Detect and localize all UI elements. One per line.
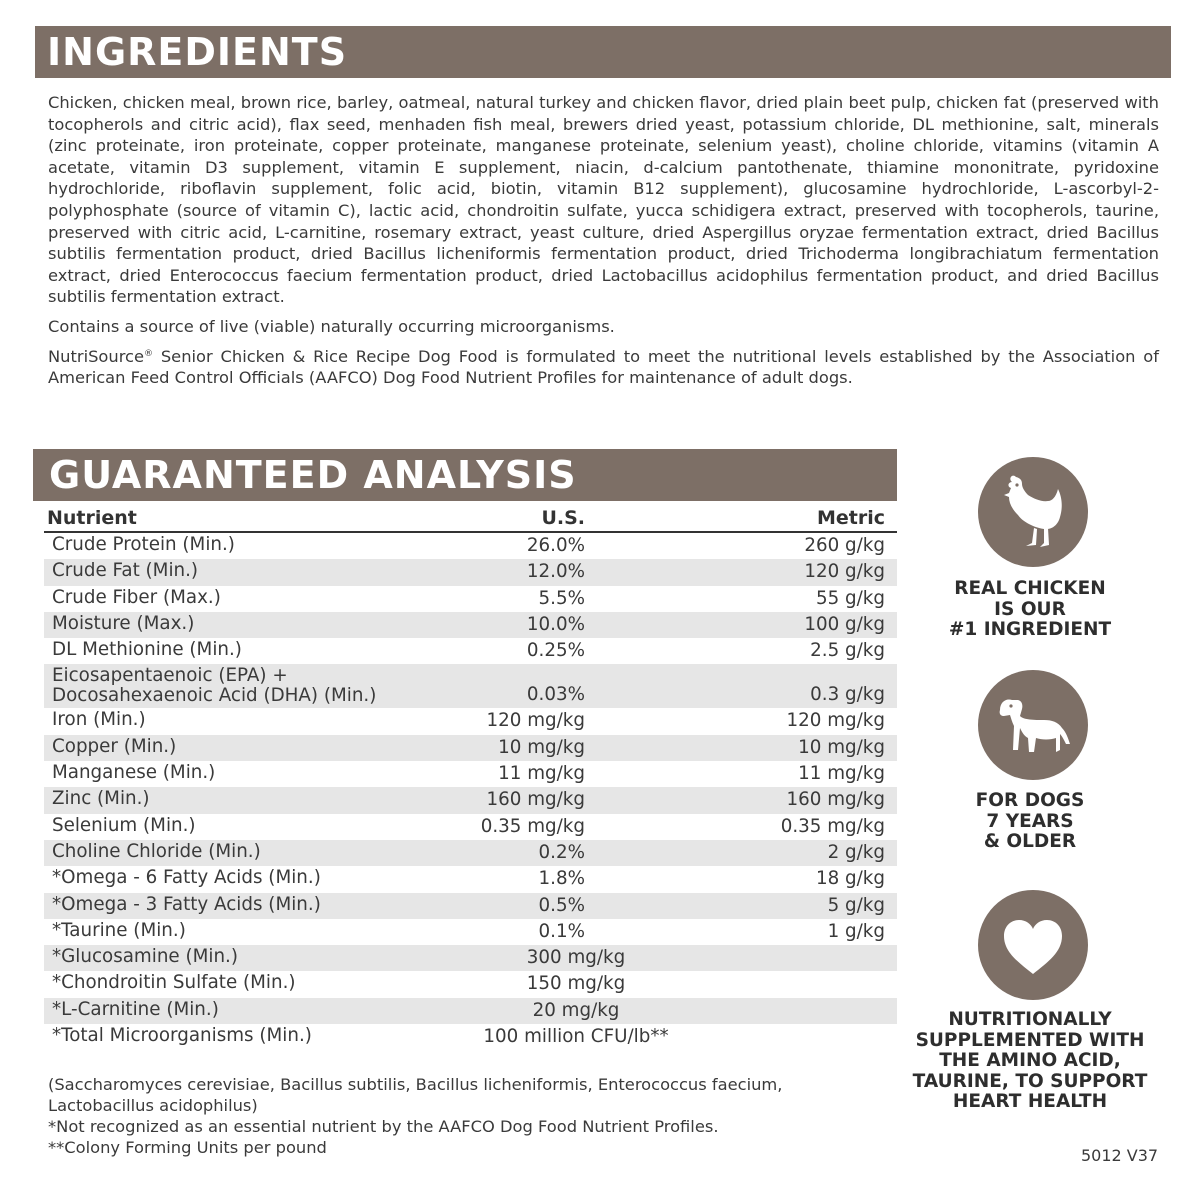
senior-claim-line-1: FOR DOGS — [975, 790, 1085, 811]
nutrient-name: *Omega - 3 Fatty Acids (Min.) — [52, 893, 321, 915]
product-code: 5012 V37 — [1081, 1146, 1159, 1165]
nutrient-name: Crude Fat (Min.) — [52, 560, 199, 582]
guaranteed-analysis-table — [44, 505, 897, 1050]
chicken-claim — [905, 579, 1155, 641]
us-value: 0.03% — [526, 684, 585, 706]
us-value: 0.2% — [538, 841, 585, 863]
table-row — [44, 735, 897, 761]
dog-icon — [978, 670, 1088, 780]
nutrient-name: Moisture (Max.) — [52, 612, 195, 634]
aafco-statement — [48, 346, 1159, 389]
us-value: 160 mg/kg — [486, 789, 585, 811]
us-value: 0.5% — [538, 894, 585, 916]
metric-value: 160 mg/kg — [786, 789, 885, 811]
table-row — [44, 586, 897, 612]
nutrient-name-line-2: Docosahexaenoic Acid (DHA) (Min.) — [52, 685, 377, 707]
metric-value: 0.35 mg/kg — [780, 815, 885, 837]
chicken-claim-line-1: REAL CHICKEN — [954, 578, 1106, 599]
chicken-claim-line-3: #1 INGREDIENT — [948, 619, 1112, 640]
metric-value: 55 g/kg — [815, 587, 885, 609]
taurine-claim-line-2: SUPPLEMENTED WITH — [915, 1029, 1145, 1051]
senior-claim-line-3: & OLDER — [983, 831, 1077, 852]
table-row — [44, 533, 897, 559]
heart-icon — [978, 890, 1088, 1000]
table-row — [44, 761, 897, 787]
nutrient-name — [52, 666, 376, 706]
header-us: U.S. — [541, 507, 585, 529]
nutrient-name: *Omega - 6 Fatty Acids (Min.) — [52, 867, 321, 889]
us-value: 12.0% — [526, 561, 585, 583]
table-row — [44, 814, 897, 840]
table-row — [44, 866, 897, 892]
nutrient-name: Choline Chloride (Min.) — [52, 840, 261, 862]
table-row — [44, 664, 897, 708]
ingredients-list: Chicken, chicken meal, brown rice, barley, oatmeal, natural turkey and chicken flavor, dried plain beet pulp, chicken fat (preserved with tocopherols and citric acid), flax seed, menhaden fish meal, brewers dried yeast, potassium chloride, DL methionine, salt, minerals (zinc proteinate, iron proteinate, copper proteinate, manganese proteinate, selenium yeast), choline chloride, vitamins (vitamin A acetate, vitamin D3 supplement, vitamin E supplement, niacin, d-calcium pantothenate, thiamine mononitrate, pyridoxine hydrochloride, riboflavin supplement, folic acid, biotin, vitamin B12 supplement), glucosamine hydrochloride, L-ascorbyl-2-polyphosphate (source of vitamin C), lactic acid, chondroitin sulfate, yucca schidigera extract, preserved with tocopherols, taurine, preserved with citric acid, L-carnitine, rosemary extract, yeast culture, dried Aspergillus oryzae fermentation extract, dried Bacillus subtilis fermentation product, dried Bacillus licheniformis fermentation product, dried Trichoderma longibrachiatum fermentation extract, dried Enterococcus faecium fermentation product, dried Lactobacillus acidophilus fermentation product, and dried Bacillus subtilis fermentation extract. — [48, 93, 1159, 307]
taurine-claim-line-1: NUTRITIONALLY — [948, 1009, 1112, 1030]
table-row — [44, 638, 897, 664]
us-value: 0.1% — [538, 920, 585, 942]
combined-value: 20 mg/kg — [532, 999, 620, 1021]
footnote-not-essential: *Not recognized as an essential nutrient by the AAFCO Dog Food Nutrient Profiles. — [48, 1117, 719, 1136]
heart-badge — [978, 890, 1088, 1000]
metric-value: 2 g/kg — [827, 841, 885, 863]
us-value: 10.0% — [526, 613, 585, 635]
nutrient-name: Copper (Min.) — [52, 735, 177, 757]
metric-value: 120 g/kg — [804, 561, 885, 583]
table-row — [44, 708, 897, 734]
microorganisms-statement: Contains a source of live (viable) naturally occurring microorganisms. — [48, 316, 615, 336]
footnotes — [48, 1074, 908, 1158]
us-value: 120 mg/kg — [486, 710, 585, 732]
nutrient-name: *Glucosamine (Min.) — [52, 946, 238, 968]
ingredients-section — [48, 92, 1159, 389]
nutrient-name: *Chondroitin Sulfate (Min.) — [52, 972, 296, 994]
chicken-badge — [978, 457, 1088, 567]
ingredients-heading: INGREDIENTS — [35, 26, 1171, 78]
table-row — [44, 945, 897, 971]
header-nutrient: Nutrient — [47, 507, 137, 529]
nutrient-name: Zinc (Min.) — [52, 788, 150, 810]
nutrient-name: Manganese (Min.) — [52, 762, 216, 784]
nutrient-name: Crude Fiber (Max.) — [52, 586, 221, 608]
nutrient-name-line-1: Eicosapentaenoic (EPA) + — [52, 665, 288, 687]
metric-value: 10 mg/kg — [798, 736, 885, 758]
us-value: 11 mg/kg — [498, 763, 585, 785]
nutrient-name: *Taurine (Min.) — [52, 919, 186, 941]
table-header — [44, 505, 897, 533]
table-row — [44, 998, 897, 1024]
table-row — [44, 612, 897, 638]
dog-badge — [978, 670, 1088, 780]
metric-value: 120 mg/kg — [786, 710, 885, 732]
metric-value: 1 g/kg — [827, 920, 885, 942]
table-row — [44, 559, 897, 585]
table-row — [44, 893, 897, 919]
metric-value: 11 mg/kg — [798, 763, 885, 785]
us-value: 10 mg/kg — [498, 736, 585, 758]
nutrient-name: DL Methionine (Min.) — [52, 639, 242, 661]
us-value: 0.25% — [526, 640, 585, 662]
nutrient-name: Crude Protein (Min.) — [52, 534, 235, 555]
senior-claim-line-2: 7 YEARS — [986, 810, 1074, 832]
taurine-claim-line-3: THE AMINO ACID, — [939, 1050, 1121, 1071]
taurine-claim — [905, 1010, 1155, 1113]
us-value: 26.0% — [526, 535, 585, 556]
aafco-statement-text: Senior Chicken & Rice Recipe Dog Food is formulated to meet the nutritional levels established by the Association of American Feed Control Officials (AAFCO) Dog Food Nutrient Profiles for maintenance of adult dogs. — [48, 346, 1159, 388]
nutrient-name: Selenium (Min.) — [52, 814, 196, 836]
nutrient-name: *Total Microorganisms (Min.) — [52, 1025, 312, 1047]
combined-value: 100 million CFU/lb** — [483, 1026, 669, 1048]
combined-value: 150 mg/kg — [526, 973, 626, 995]
table-row — [44, 919, 897, 945]
footnote-cfu: **Colony Forming Units per pound — [48, 1138, 327, 1157]
chicken-claim-line-2: IS OUR — [994, 598, 1066, 620]
guaranteed-analysis-heading: GUARANTEED ANALYSIS — [33, 449, 897, 501]
table-row — [44, 971, 897, 997]
us-value: 1.8% — [538, 868, 585, 890]
table-row — [44, 1024, 897, 1050]
registered-mark: ® — [144, 348, 154, 359]
senior-claim — [905, 791, 1155, 853]
taurine-claim-line-4: TAURINE, TO SUPPORT — [912, 1070, 1148, 1092]
chicken-icon — [978, 457, 1088, 567]
nutrient-name: *L-Carnitine (Min.) — [52, 998, 219, 1020]
metric-value: 260 g/kg — [804, 535, 885, 556]
combined-value: 300 mg/kg — [526, 947, 626, 969]
nutrient-name: Iron (Min.) — [52, 709, 146, 731]
us-value: 0.35 mg/kg — [480, 815, 585, 837]
table-row — [44, 787, 897, 813]
footnote-microorganisms-cont: Lactobacillus acidophilus) — [48, 1096, 258, 1115]
metric-value: 18 g/kg — [815, 868, 885, 890]
metric-value: 0.3 g/kg — [810, 684, 885, 706]
table-row — [44, 840, 897, 866]
metric-value: 2.5 g/kg — [810, 640, 885, 662]
taurine-claim-line-5: HEART HEALTH — [952, 1091, 1108, 1112]
header-metric: Metric — [816, 507, 885, 529]
metric-value: 100 g/kg — [804, 613, 885, 635]
footnote-microorganisms: (Saccharomyces cerevisiae, Bacillus subtilis, Bacillus licheniformis, Enterococcus faecium, — [48, 1075, 783, 1094]
brand-name: NutriSource — [48, 346, 145, 366]
us-value: 5.5% — [538, 587, 585, 609]
metric-value: 5 g/kg — [827, 894, 885, 916]
